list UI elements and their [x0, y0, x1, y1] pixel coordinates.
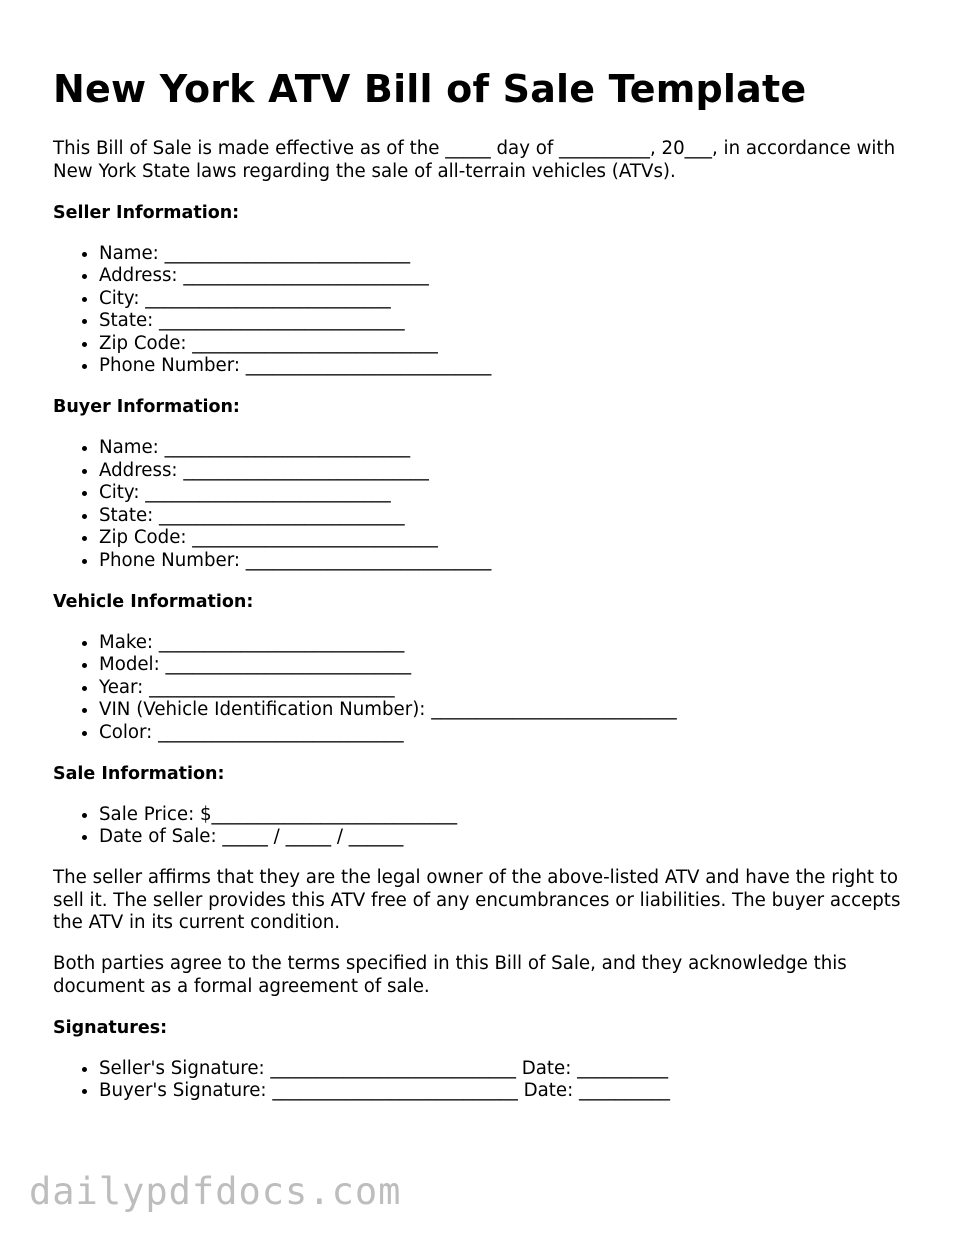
vehicle-list [53, 632, 913, 745]
signatures-heading: Signatures: [53, 1017, 168, 1038]
buyer-phone-field: • Phone Number: ___________________________ [99, 550, 913, 573]
seller-city-field: • City: ___________________________ [99, 288, 913, 311]
intro-paragraph: This Bill of Sale is made effective as of the _____ day of __________, 20___, in accordance with New York State laws regarding the sale of all-terrain vehicles (ATVs). [53, 138, 896, 182]
seller-signature-field: • Seller's Signature: ___________________________ Date: __________ [99, 1058, 913, 1081]
seller-address-field: • Address: ___________________________ [99, 265, 913, 288]
agreement-paragraph: Both parties agree to the terms specified in this Bill of Sale, and they acknowledge this document as a formal agreement of sale. [53, 953, 847, 997]
vehicle-make-field: • Make: ___________________________ [99, 632, 913, 655]
document-page [53, 64, 913, 1103]
buyer-signature-field: • Buyer's Signature: ___________________________ Date: __________ [99, 1080, 913, 1103]
vehicle-color-field: • Color: ___________________________ [99, 722, 913, 745]
buyer-heading: Buyer Information: [53, 397, 240, 417]
sale-list [53, 804, 913, 849]
document-title: New York ATV Bill of Sale Template [53, 67, 807, 111]
seller-name-field: • Name: ___________________________ [99, 243, 913, 266]
buyer-list [53, 437, 913, 572]
sale-date-field: • Date of Sale: _____ / _____ / ______ [99, 826, 913, 849]
buyer-city-field: • City: ___________________________ [99, 482, 913, 505]
vehicle-heading: Vehicle Information: [53, 591, 254, 612]
seller-phone-field: • Phone Number: ___________________________ [99, 355, 913, 378]
seller-heading: Seller Information: [53, 202, 240, 223]
sale-price-field: • Sale Price: $___________________________ [99, 804, 913, 827]
watermark: dailypdfdocs.com [29, 1170, 402, 1213]
buyer-zip-field: • Zip Code: ___________________________ [99, 527, 913, 550]
seller-state-field: • State: ___________________________ [99, 310, 913, 333]
buyer-state-field: • State: ___________________________ [99, 505, 913, 528]
buyer-name-field: • Name: ___________________________ [99, 437, 913, 460]
buyer-address-field: • Address: ___________________________ [99, 460, 913, 483]
affirmation-paragraph: The seller affirms that they are the legal owner of the above-listed ATV and have the right to sell it. The seller provides this ATV free of any encumbrances or liabilities. The buyer accepts the ATV in its current condition. [53, 867, 901, 933]
signatures-list [53, 1058, 913, 1103]
sale-heading: Sale Information: [53, 763, 225, 784]
vehicle-year-field: • Year: ___________________________ [99, 677, 913, 700]
vehicle-model-field: • Model: ___________________________ [99, 654, 913, 677]
seller-list [53, 243, 913, 378]
seller-zip-field: • Zip Code: ___________________________ [99, 333, 913, 356]
vehicle-vin-field: • VIN (Vehicle Identification Number): ___________________________ [99, 699, 913, 722]
